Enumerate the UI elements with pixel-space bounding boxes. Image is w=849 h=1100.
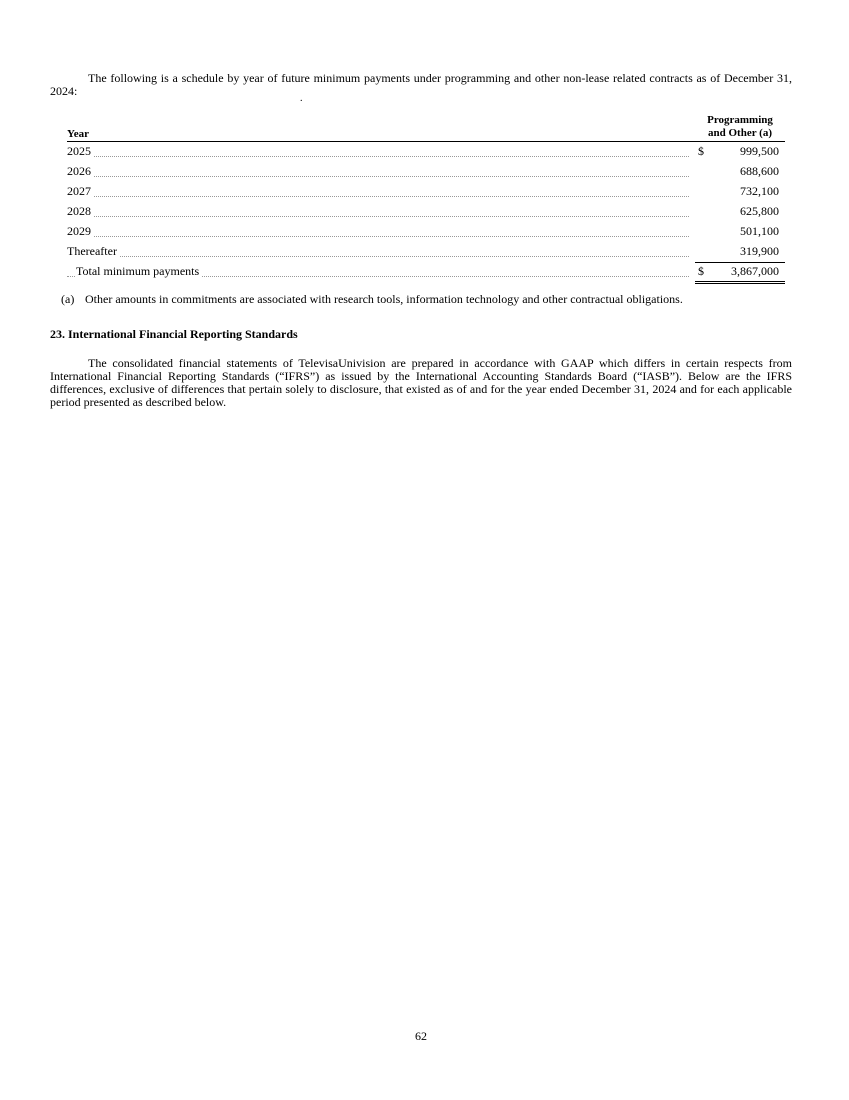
header-programming-line1: Programming bbox=[707, 114, 773, 126]
row-currency: $ bbox=[698, 144, 704, 158]
table-header bbox=[67, 110, 785, 142]
table-row bbox=[67, 222, 785, 242]
table-row bbox=[67, 162, 785, 182]
header-programming-line2: and Other (a) bbox=[708, 127, 772, 139]
footnote bbox=[61, 292, 792, 307]
table-row bbox=[67, 242, 785, 262]
row-value: 999,500 bbox=[740, 144, 779, 158]
payments-table bbox=[67, 110, 785, 282]
row-value: 625,800 bbox=[740, 204, 779, 218]
row-value: 688,600 bbox=[740, 164, 779, 178]
row-label: Thereafter bbox=[67, 244, 117, 258]
footnote-text: Other amounts in commitments are associated with research tools, information technology and other contractual obligations. bbox=[85, 292, 683, 306]
row-value: 319,900 bbox=[740, 244, 779, 258]
total-value: 3,867,000 bbox=[731, 264, 779, 278]
stray-mark: . bbox=[300, 93, 303, 104]
intro-text: The following is a schedule by year of future minimum payments under programming and other non-lease related contracts as of December 31, 2024: bbox=[50, 71, 792, 98]
section-title: 23. International Financial Reporting Standards bbox=[50, 327, 298, 341]
row-label: 2026 bbox=[67, 164, 91, 178]
header-year: Year bbox=[67, 128, 89, 140]
page-number: 62 bbox=[415, 1029, 427, 1043]
total-currency: $ bbox=[698, 264, 704, 278]
total-label: Total minimum payments bbox=[76, 264, 200, 278]
total-row bbox=[67, 262, 785, 282]
table-row bbox=[67, 182, 785, 202]
ifrs-paragraph bbox=[50, 357, 792, 409]
row-value: 732,100 bbox=[740, 184, 779, 198]
row-label: 2028 bbox=[67, 204, 91, 218]
table-row bbox=[67, 142, 785, 162]
footnote-tag: (a) bbox=[61, 292, 75, 306]
header-programming bbox=[695, 114, 785, 140]
row-label: 2025 bbox=[67, 144, 91, 158]
ifrs-text: The consolidated financial statements of TelevisaUnivision are prepared in accordance with GAAP which differs in certain respects from International Financial Reporting Standards (“IFRS”) as issued by the International Accounting Standards Board (“IASB”). Below are the IFRS differences, exclusive of differences that pertain solely to disclosure, that existed as of and for the year ended December 31, 2024 and for each applicable period presented as described below. bbox=[50, 356, 792, 409]
row-label: 2027 bbox=[67, 184, 91, 198]
table-row bbox=[67, 202, 785, 222]
intro-paragraph bbox=[50, 72, 792, 98]
row-value: 501,100 bbox=[740, 224, 779, 238]
row-label: 2029 bbox=[67, 224, 91, 238]
